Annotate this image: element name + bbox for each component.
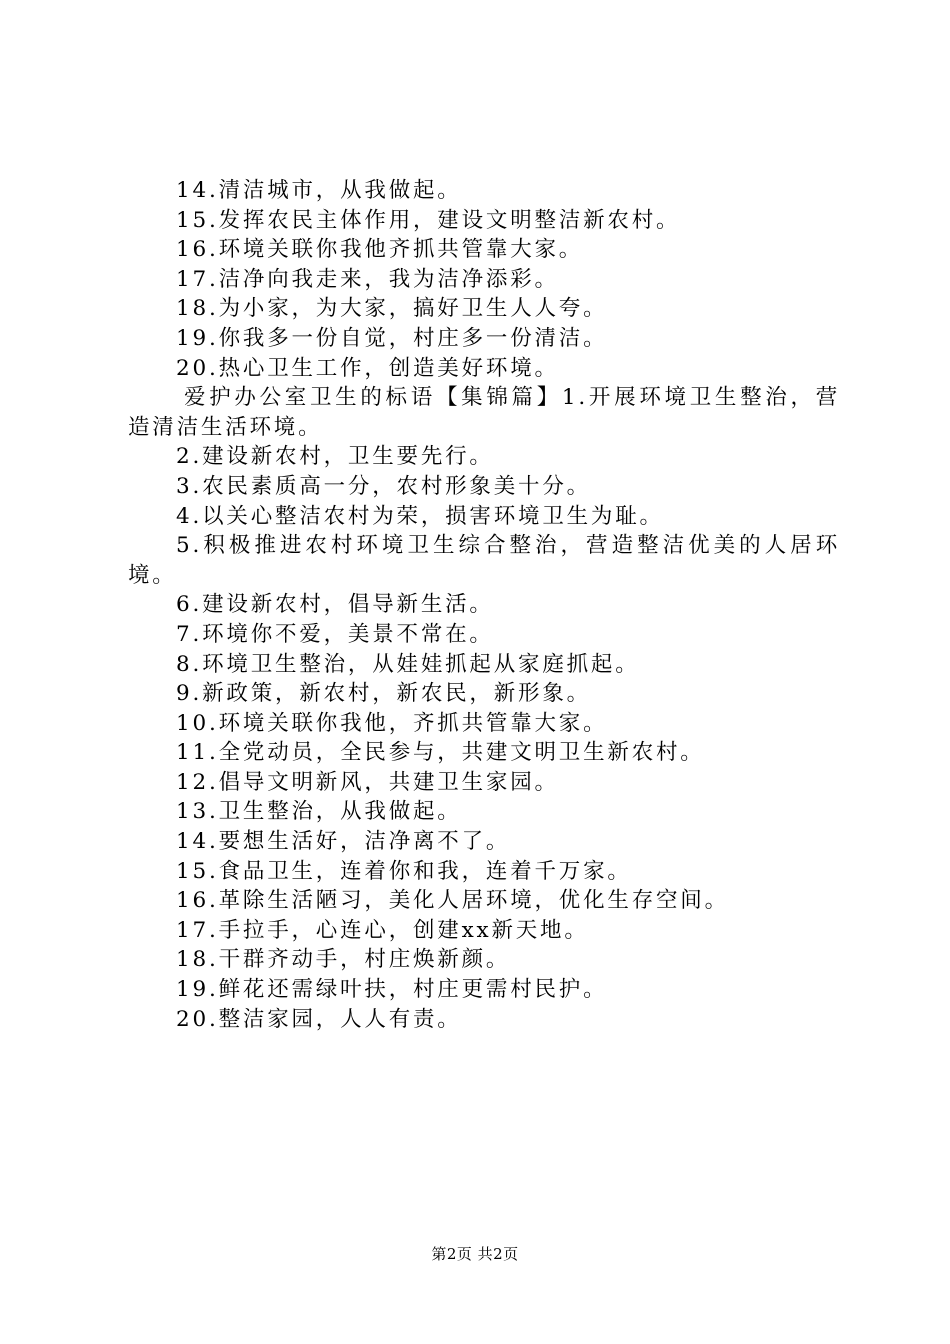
slogan-line: 3.农民素质高一分，农村形象美十分。 [176,473,591,499]
slogan-line: 16.革除生活陋习，美化人居环境，优化生存空间。 [176,888,729,914]
slogan-line: 14.要想生活好，洁净离不了。 [176,829,511,855]
slogan-line: 20.热心卫生工作，创造美好环境。 [176,355,559,381]
slogan-line: 20.整洁家园，人人有责。 [176,1006,462,1032]
slogan-line: 12.倡导文明新风，共建卫生家园。 [176,769,559,795]
slogan-line: 13.卫生整治，从我做起。 [176,799,462,825]
page-number-label: 第2页 共2页 [431,1245,519,1263]
document-body [128,176,840,1034]
slogan-line: 4.以关心整洁农村为荣，损害环境卫生为耻。 [176,503,664,529]
slogan-line: 2.建设新农村，卫生要先行。 [176,444,494,470]
slogan-line: 15.发挥农民主体作用，建设文明整洁新农村。 [176,207,681,233]
slogan-line: 17.洁净向我走来，我为洁净添彩。 [176,266,559,292]
slogan-line: 18.干群齐动手，村庄焕新颜。 [176,947,511,973]
slogan-line: 17.手拉手，心连心，创建xx新天地。 [176,917,589,943]
page-footer [0,1244,950,1264]
slogan-line: 19.你我多一份自觉，村庄多一份清洁。 [176,325,608,351]
section-heading-paragraph: 爱护办公室卫生的标语【集锦篇】1.开展环境卫生整治，营造清洁生活环境。 [128,385,840,440]
slogan-line: 19.鲜花还需绿叶扶，村庄更需村民护。 [176,977,608,1003]
slogan-line: 11.全党动员，全民参与，共建文明卫生新农村。 [176,740,705,766]
slogan-line: 9.新政策，新农村，新农民，新形象。 [176,681,591,707]
slogan-line: 6.建设新农村，倡导新生活。 [176,592,494,618]
slogan-line: 10.环境关联你我他，齐抓共管靠大家。 [176,710,608,736]
slogan-line: 16.环境关联你我他齐抓共管靠大家。 [176,237,584,263]
slogan-line: 8.环境卫生整治，从娃娃抓起从家庭抓起。 [176,651,640,677]
slogan-line: 15.食品卫生，连着你和我，连着千万家。 [176,858,632,884]
slogan-line: 14.清洁城市，从我做起。 [176,178,462,203]
slogan-line: 7.环境你不爱，美景不常在。 [176,621,494,647]
slogan-paragraph: 5.积极推进农村环境卫生综合整治，营造整洁优美的人居环境。 [128,533,840,588]
slogan-line: 18.为小家，为大家，搞好卫生人人夸。 [176,296,608,322]
